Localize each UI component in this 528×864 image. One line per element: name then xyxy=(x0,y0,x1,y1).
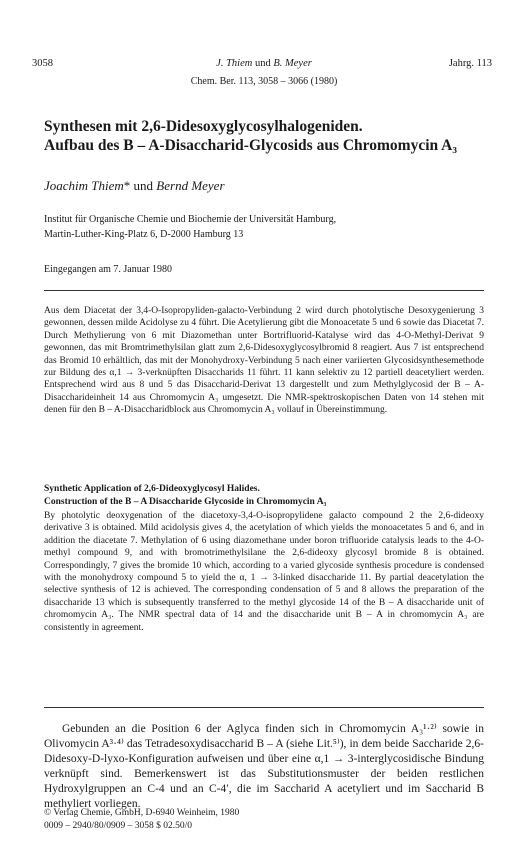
publisher-footer xyxy=(44,807,239,832)
running-author-a: J. Thiem xyxy=(216,58,253,69)
title-line-2: Aufbau des B – A-Disaccharid-Glycosids aus Chromomycin A₃ xyxy=(44,137,458,154)
running-authors-conjunction: und xyxy=(252,58,274,69)
abstract-bottom-rule xyxy=(44,707,484,708)
running-author-b: B. Meyer xyxy=(273,58,312,69)
journal-citation: Chem. Ber. 113, 3058 – 3066 (1980) xyxy=(190,76,338,87)
running-authors xyxy=(32,58,496,69)
corresponding-author-mark: * xyxy=(123,178,131,193)
author-2: Bernd Meyer xyxy=(156,178,225,193)
english-title-line-2: Construction of the B – A Disaccharide Glycoside in Chromomycin A₃ xyxy=(44,497,327,507)
page-number: 3058 xyxy=(32,58,53,69)
affiliation xyxy=(44,213,484,242)
affiliation-line-2: Martin-Luther-King-Platz 6, D-2000 Hamburg 13 xyxy=(44,228,244,240)
received-date: Eingegangen am 7. Januar 1980 xyxy=(44,264,173,275)
english-abstract-title xyxy=(44,483,484,509)
affiliation-line-1: Institut für Organische Chemie und Biochemie der Universität Hamburg, xyxy=(44,214,337,225)
volume-year: Jahrg. 113 xyxy=(448,58,492,69)
author-line xyxy=(44,178,225,194)
german-abstract: Aus dem Diacetat der 3,4-O-Isopropyliden-galacto-Verbindung 2 wird durch photolytische Desoxygenierung 3 gewonnen, dessen milde Acidolyse zu 4 führt. Die Acetylierung gibt die Monoacetate 5 und 6 sowie das Diacetat 7. Durch Methylierung von 6 mit Diazomethan unter Bortrifluorid-Katalyse wird das 4-O-Methyl-Derivat 9 gewonnen, das mit Bromtrimethylsilan glatt zum 2,6-Didesoxyglycosylbromid 8 reagiert. Aus 7 ist entsprechend das Bromid 10 erhältlich, das mit der Monohydroxy-Verbindung 5 nach einer variierten Glycosidsynthesemethode zur Bildung des α,1 → 3-verknüpften Disaccharids 11 führt. 11 kann selektiv zu 12 partiell deacetyliert werden. Entsprechend wird aus 8 und 5 das Disaccharid-Derivat 13 dargestellt und zum Methylglycosid der B – A-Disaccharideinheit 14 aus Chromomycin A₃ umgesetzt. Die NMR-spektroskopischen Daten von 14 stehen mit denen für den B – A-Disaccharidblock aus Chromomycin A₃ vollauf in Übereinstimmung. xyxy=(44,306,484,416)
author-conjunction: und xyxy=(130,178,157,193)
english-abstract: By photolytic deoxygenation of the diacetoxy-3,4-O-isopropylidene galacto compound 2 the 2,6-dideoxy derivative 3 is obtained. Mild acidolysis gives 4, the acetylation of which yields the monoacetates 5 and 6, and in addition the diacetate 7. Methylation of 6 using diazomethane under boron trifluoride catalysis leads to the 4-O-methyl compound 9, and with bromotrimethylsilane the 2,6-dideoxy glycosyl bromide 8 is obtained. Correspondingly, 7 gives the bromide 10 which, according to a varied glycoside synthesis procedure is condensed with the monohydroxy compound 5 to yield the α, 1 → 3-linked disaccharide 11. By partial deacetylation the selective synthesis of 12 is achieved. The corresponding condensation of 5 and 8 allows the preparation of the disaccharide 13 which is subsequently transferred to the methyl glycoside 14 of the B – A disaccharide unit of chromomycin A₃. The NMR spectral data of 14 and the disaccharide unit B – A in chromomycin A₃ are consistently in agreement. xyxy=(44,511,484,633)
abstract-top-rule xyxy=(44,290,484,291)
intro-paragraph: Gebunden an die Position 6 der Aglyca finden sich in Chromomycin A₃¹·²⁾ sowie in Olivomycin A³·⁴⁾ das Tetradesoxydisaccharid B – A (siehe Lit.⁵⁾), in dem beide Saccharide 2,6-Didesoxy-D-lyxo-Konfiguration aufweisen und über eine α,1 → 3-interglycosidische Bindung verknüpft sind. Bemerkenswert ist das Substitutionsmuster der beiden restlichen Hydroxylgruppen an C-4 und an C-4′, die im Saccharid A acetyliert und im Saccharid B methyliert vorliegen. xyxy=(44,723,484,810)
title-line-1: Synthesen mit 2,6-Didesoxyglycosylhalogeniden. xyxy=(44,118,363,135)
issn-line: 0009 – 2940/80/0909 – 3058 $ 02.50/0 xyxy=(44,820,193,831)
english-title-line-1: Synthetic Application of 2,6-Dideoxyglycosyl Halides. xyxy=(44,484,260,494)
copyright-line: © Verlag Chemie, GmbH, D-6940 Weinheim, 1980 xyxy=(44,808,240,818)
running-head xyxy=(32,58,496,72)
article-title xyxy=(44,117,494,155)
author-1: Joachim Thiem xyxy=(44,178,124,193)
